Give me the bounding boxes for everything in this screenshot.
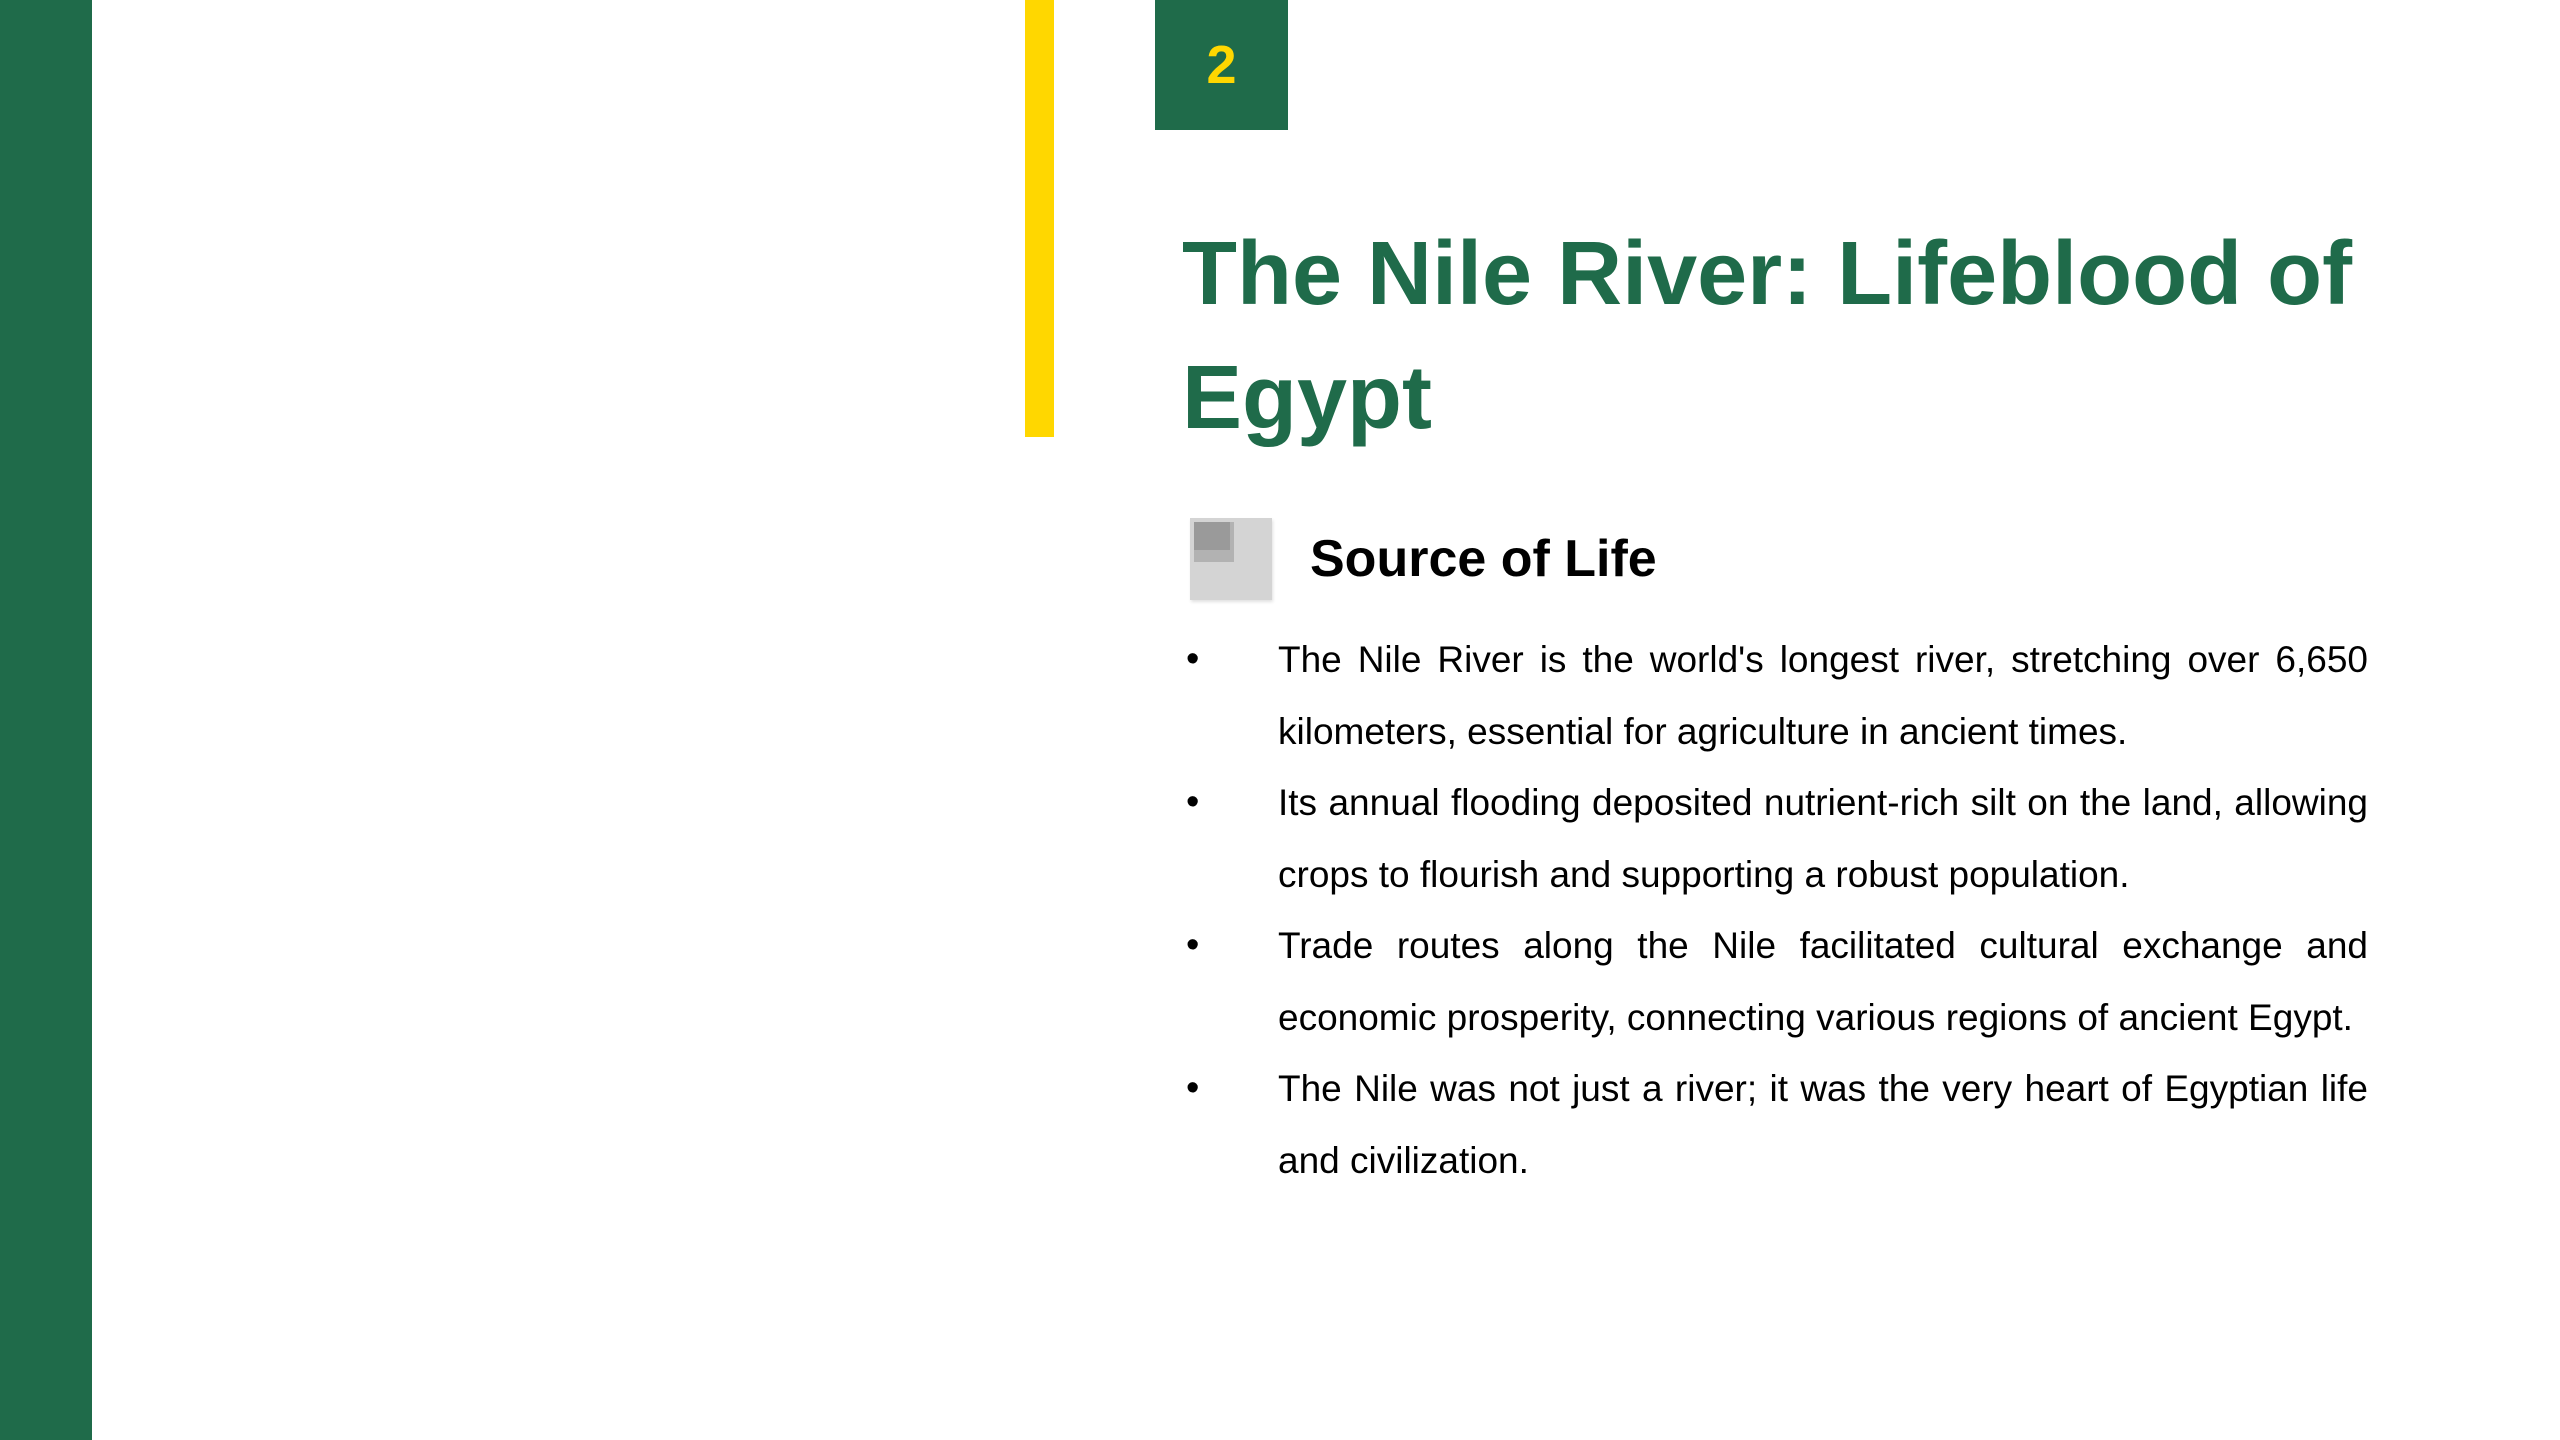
slide-number-badge: [1155, 0, 1288, 130]
left-green-band: [0, 0, 92, 1440]
bullet-list: [1178, 624, 2368, 1196]
bullet-text: Its annual flooding deposited nutrient-rich silt on the land, allowing crops to flourish and supporting a robust population.: [1278, 782, 2368, 895]
slide-title: The Nile River: Lifeblood of Egypt: [1182, 224, 2353, 448]
image-placeholder-icon: [1190, 518, 1272, 600]
yellow-accent-bar: [1025, 0, 1054, 437]
bullet-dot-icon: •: [1186, 1067, 1200, 1109]
bullet-text: The Nile was not just a river; it was the very heart of Egyptian life and civilization.: [1278, 1068, 2368, 1181]
bullet-item: [1178, 767, 2368, 910]
slide-number: 2: [1206, 35, 1237, 95]
bullet-item: [1178, 624, 2368, 767]
section-header: [1190, 518, 1657, 600]
bullet-text: The Nile River is the world's longest river, stretching over 6,650 kilometers, essential for agriculture in ancient times.: [1278, 639, 2368, 752]
bullet-dot-icon: •: [1186, 638, 1200, 680]
bullet-text: Trade routes along the Nile facilitated cultural exchange and economic prosperity, connecting various regions of ancient Egypt.: [1278, 925, 2368, 1038]
bullet-dot-icon: •: [1186, 781, 1200, 823]
bullet-dot-icon: •: [1186, 924, 1200, 966]
bullet-item: [1178, 910, 2368, 1053]
section-heading: Source of Life: [1310, 530, 1657, 588]
bullet-item: [1178, 1053, 2368, 1196]
